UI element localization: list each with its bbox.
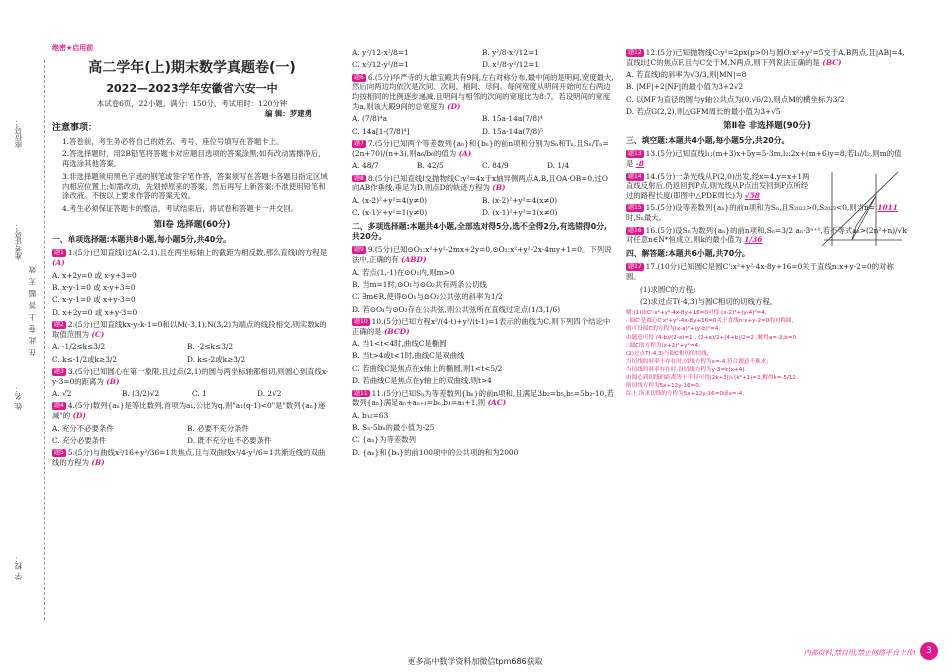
question-number-badge: 题3 [54, 367, 64, 375]
q4-stem: 4.(5分)数列{aₙ}是等比数列,首项为a₁,公比为q,则"a₁(q-1)<0"是"数列{aₙ}递减"的 [52, 401, 326, 421]
q11-opt-b: B. Sₙ-5bₙ的最小值为-25 [352, 423, 435, 432]
seal-text: 在 此 卷 上 答 题 无 效 [28, 265, 37, 357]
question-number-badge: 题11 [354, 389, 368, 397]
q4-opt-a: A. 充分不必要条件 [52, 423, 114, 433]
q5-answer: (B) [91, 457, 105, 467]
footer-note: 更多高中数学资料加微信tpm686获取 [407, 657, 543, 667]
q2-opt-b: B. -2≤k≤3/2 [187, 342, 234, 352]
solution-line: ∴圆C'是圆心C'x²+y²-4x-8y+16=0关于直线n:x+y-2=0的对称圆, [626, 318, 794, 325]
q15-tail: 时,Sₙ最大。 [626, 213, 667, 223]
q16-answer: 1/36 [744, 235, 763, 245]
q2-opt-a: A. -1/2≤k≤3/2 [52, 342, 106, 352]
q7-opt-b: B. 42/5 [417, 161, 444, 171]
question-number-badge: 题14 [628, 172, 642, 180]
q5-opt-c: C. x²/12-y²/8=1 [352, 60, 409, 70]
q5-opt-a: A. y²/12-x²/8=1 [352, 48, 409, 57]
q2-answer: (C) [91, 329, 105, 339]
q2-stem: 2.(5分)已知直线kx-y-k-1=0和以M(-3,1),N(3,2)为端点的线段相交,则实数k的取值范围为 [52, 320, 327, 339]
q12-opt-c: C. 以MF为直径的圆与y轴公共点为(0,√6/2),则点M的横坐标为3/2 [626, 94, 845, 104]
q11-opt-c: C. {aₙ}为等差数列 [352, 435, 417, 445]
q15-stem: 15.(5分)设等差数列{aₙ}的前n项和为Sₙ,且S₂₀₂₂>0,S₂₀₂₃<0,则当n= [645, 203, 875, 213]
q5-opt-d: D. x²/8-y²/12=1 [482, 60, 540, 70]
q6-answer: (D) [447, 102, 461, 112]
solution-line: 由题意可得 (4-b)/(2-a)=1 , (2+a)/2+(4+b)/2=2 ,解得a=-2,b=0. [626, 334, 798, 341]
q7-stem: 7.(5分)已知两个等差数列{aₙ}和{bₙ}的前n项和分别为Sₙ和Tₙ,且Sₙ/Tₙ=(2n+70)/(n+3),则a₆/b₆的值为 [352, 139, 609, 158]
q9-opt-d: D. 若⊙O₁与⊙O₂存在公共弦,则公共弦所在直线过定点(1/3,1/6) [352, 304, 561, 314]
handwritten-solution [626, 309, 908, 398]
question-11 [352, 389, 614, 409]
q8-opt-a: A. (x-2)²+y²=4(y≠0) [352, 195, 428, 205]
q14-answer: √58 [744, 191, 760, 201]
q8-opt-c: C. (x-1)²+y²=1(y≠0) [352, 208, 428, 218]
question-7 [352, 139, 614, 159]
exam-no-label: 准考证号： [14, 222, 23, 260]
solve-title: 四、解答题:本题共6小题,共70分。 [626, 249, 750, 259]
q15-answer: 1011 [877, 203, 898, 213]
q13-answer: -8 [635, 159, 644, 169]
q9-answer: (ABD) [401, 255, 427, 265]
question-number-badge: 题6 [354, 73, 364, 81]
q5-stem: 5.(5分)与曲线x²/16+y²/36=1共焦点,且与双曲线x²/4-y²/6=1共渐近线的双曲线的方程为 [52, 448, 326, 467]
q1-opt-b: B. x-y-1=0 或 x-y+3=0 [52, 282, 136, 292]
q14-stem: 14.(5分)一条光线从P(2,0)出发,经x=4,y=x+1两直线反射后,仍返回到P点,则光线从P点出发回到P点所经过的路程长度(即图中△PDE周长)为 [626, 171, 810, 201]
q1-answer: (A) [52, 258, 65, 268]
q11-opt-d: D. {aₙ}和{bₙ}的前100项中的公共项的和为2000 [352, 447, 519, 457]
q3-answer: (B) [106, 376, 120, 386]
q8-opt-d: D. (x-1)²+y²=1(x≠0) [482, 208, 558, 218]
q9-stem: 9.(5分)已知⊙O₁:x²+y²-2mx+2y=0,⊙O₂:x²+y²-2x-4my+1=0。下列说法中,正确的有 [352, 245, 612, 265]
q8-stem: 8.(5分)已知直线l交抛物线C:y²=4x于x轴异侧两点A,B,且OA·OB=0,过O向AB作垂线,垂足为D,则点D的轨迹方程为 [352, 173, 608, 193]
q17-part2: (2)求过点T(-4,3)与圆C相切的切线方程。 [640, 296, 778, 306]
question-number-badge: 题5 [54, 449, 64, 457]
q7-answer: (A) [458, 148, 472, 158]
fill-title: 三、填空题:本题共4小题,每小题5分,共20分。 [626, 136, 790, 146]
question-4 [52, 401, 332, 421]
solution-line: 则可设圆C的方程为(x-a)²+(y-b)²=4. [626, 326, 721, 333]
part2-title: 第Ⅱ卷 非选择题(90分) [723, 120, 811, 131]
q1-opt-c: C. x-y-1=0 或 x+y-3=0 [52, 295, 136, 305]
q17-part1: (1)求圆C的方程; [640, 284, 696, 294]
solution-line: 当切线的斜率不存在时,切线方程为x=-4,符合题意不难求; [626, 358, 769, 365]
question-number-badge: 题1 [54, 249, 64, 257]
school-label: 学 校： [14, 555, 23, 580]
q4-opt-b: B. 必要不充分条件 [187, 423, 249, 433]
q2-opt-d: D. k≤-2或k≥3/2 [187, 354, 246, 364]
question-10 [352, 317, 614, 337]
q4-opt-c: C. 充分必要条件 [52, 435, 107, 445]
q12-stem: 12.(5分)已知抛物线C:y²=2px(p>0)与圆O:x²+y²=5交于A,B两点,且|AB|=4,直线l过C的焦点F,且与C交于M,N两点,则下列说法正确的是 [626, 48, 905, 67]
question-number-badge: 题2 [54, 321, 64, 329]
column-2 [352, 48, 614, 460]
q6-opt-b: B. 15a-14a(7/8)⁴ [482, 114, 543, 124]
q10-opt-a: A. 当1<t<4时,曲线C是椭圆 [352, 339, 447, 349]
q3-stem: 3.(5分)已知圆心在第一象限,且过点(2,1)的圆与两坐标轴都相切,则圆心到直线x-y-3=0的距离为 [52, 366, 329, 386]
binding-line [44, 60, 45, 620]
question-number-badge: 题9 [354, 246, 364, 254]
q12-opt-a: A. 若直线l的斜率为√3/3,则|MN|=8 [626, 70, 747, 80]
q12-answer: (BC) [822, 57, 842, 67]
question-13 [626, 149, 908, 169]
seat-label: 座位号： [14, 118, 23, 148]
question-17 [626, 262, 908, 282]
question-12 [626, 48, 908, 68]
q9-opt-a: A. 若点(1,-1)在⊙O₁内,则m>0 [352, 267, 455, 277]
q7-opt-c: C. 84/9 [482, 161, 509, 171]
q13-stem: 13.(5分)已知直线l₁:(m+3)x+5y=5-3m,l₂:2x+(m+6)y=8,若l₁//l₂,则m的值是 [626, 149, 902, 169]
solution-line: (2)过点T(-4,3)与圆C相切的切线, [626, 350, 709, 357]
editor: 编 辑：罗建勇 [265, 108, 312, 118]
q12-opt-d: D. 若点G(2,2),则△GFM周长的最小值为3+√5 [626, 107, 781, 117]
solution-line: ∴圆C的方程为(x+2)²+y²=4. [626, 342, 700, 349]
question-9 [352, 245, 614, 265]
notice-item: 4.考生必须保证答题卡的整洁，考试结束后，将试卷和答题卡一并交回。 [62, 204, 299, 214]
solution-line: 当切线的斜率存在时,设切线方程为y-3=k(x+4). [626, 367, 747, 374]
question-number-badge: 题8 [354, 174, 364, 182]
question-8 [352, 174, 614, 194]
q10-answer: (BCD) [383, 326, 410, 336]
q16-stem: 16.(5分)设Sₙ为数列{aₙ}的前n项和,Sₙ=3/2 aₙ-3ⁿ⁺¹,若不等式aₙ>(2n²+n)/√k对任意n∈N*恒成立,则k的最小值为 [626, 225, 907, 245]
exam-info: 本试卷6页，22小题，满分：150分，考试用时：120分钟 [96, 99, 288, 109]
q11-opt-a: A. b₁₂=63 [352, 410, 389, 420]
q10-opt-c: C. 若曲线C是焦点在x轴上的椭圆,则1<t<5/2 [352, 363, 503, 373]
q9-opt-c: C. ∃m∈R,使得⊙O₁与⊙O₂公共弦的斜率为1/2 [352, 292, 503, 302]
question-number-badge: 题7 [354, 140, 364, 148]
q1-opt-d: D. x+2y=0 或 x+y-3=0 [52, 307, 138, 317]
q6-opt-c: C. 14a[1-(7/8)⁴] [352, 126, 410, 136]
solution-line: 解:(1)由C':x²+y²-4x-8y+16=0可得:(x-2)²+(y-4)²=4, [626, 310, 767, 317]
question-number-badge: 题13 [628, 150, 642, 158]
q4-opt-d: D. 既不充分也不必要条件 [187, 435, 272, 445]
q10-opt-d: D. 若曲线C是焦点在y轴上的双曲线,则t>4 [352, 376, 492, 386]
q6-opt-a: A. (7/8)⁴a [352, 114, 388, 124]
q7-opt-d: D. 1/4 [547, 161, 570, 171]
q8-opt-b: B. (x-2)²+y²=4(x≠0) [482, 195, 558, 205]
q3-opt-c: C. 1 [192, 389, 207, 399]
q9-opt-b: B. 当m=1时,⊙O₁与⊙O₂共有两条公切线 [352, 279, 487, 289]
notice-title: 注意事项： [52, 122, 98, 133]
notice-item: 2.答选择题时，用2B铅笔将答题卡对应题目选项的答案涂黑;如有改动需擦净后，再选涂其他答案。 [62, 149, 326, 169]
q6-opt-d: D. 15a-14a(7/8)⁵ [482, 126, 544, 136]
q8-answer: (B) [492, 183, 506, 193]
column-1 [52, 44, 332, 470]
q10-stem: 10.(5分)已知方程x²/(4-t)+y²/(t-1)=1表示的曲线为C,则下列四个结论中正确的是 [352, 316, 611, 336]
solution-line: 则切线方程为5x+12y-16=0. [626, 383, 701, 390]
q3-opt-a: A. √2 [52, 389, 72, 399]
question-3 [52, 367, 332, 387]
q2-opt-c: C. k≤-1/2或k≥3/2 [52, 354, 118, 364]
question-5 [52, 448, 332, 468]
q5-opt-b: B. y²/8-x²/12=1 [482, 48, 539, 57]
question-14 [626, 172, 811, 201]
q7-opt-a: A. 48/7 [352, 161, 379, 171]
question-number-badge: 题15 [628, 204, 642, 212]
part1-title: 第Ⅰ卷 选择题(60分) [153, 219, 231, 230]
question-2 [52, 320, 332, 340]
q3-opt-b: B. (3/2)√2 [122, 389, 160, 399]
notice-item: 1.答卷前，考生务必将自己的姓名、考号、座位号填写在答题卡上。 [62, 136, 284, 146]
q1-opt-a: A. x+2y=0 或 x-y+3=0 [52, 270, 137, 280]
page-number: 3 [920, 642, 938, 660]
q4-answer: (D) [72, 411, 86, 421]
question-number-badge: 题17 [628, 263, 642, 271]
q11-answer: (AC) [487, 398, 507, 408]
multi-choice-title: 二、多项选择题:本题共4小题,全部选对得5分,选不全得2分,有选错得0分,共20分。 [352, 221, 607, 242]
secret-mark: 绝密★启用前 [52, 44, 94, 52]
column-3 [626, 48, 908, 398]
question-number-badge: 题10 [354, 317, 368, 325]
q6-stem: 6.(5分)华严寺的大雄宝殿共有9间,左右对称分布,最中间的是明间,宽度最大,然后向两边均依次是次间、次间、梢间、尽间。每间宽度从明间开始向左右两边均按相同的比例逐步递减,且明间与相邻的次间的宽度比为8:7。若设明间的宽度为a,则该大殿9间的总宽度为 [352, 72, 614, 112]
solution-line: 由圆心到切线的距离等于半径可得|2k+3|/√(k²+1)=2,解得k=-5/12. [626, 375, 798, 382]
page-title: 高二学年(上)期末数学真题卷(一) [88, 60, 296, 77]
question-1 [52, 248, 332, 268]
solution-line: 综上,所求切线的方程为5x+12y-16=0或x=-4. [626, 391, 744, 398]
q11-stem: 11.(5分)已知Sₙ为等差数列{bₙ}的前n项和,且满足3b₂=b₅,b₅=5b₂-10,若数列{aₙ}满足aₙ+aₙ₊₁=bₙ,b₁=a₁+1,则 [352, 388, 614, 408]
q1-stem: 1.(5分)已知直线l过A(-2,1),且在两坐标轴上的截距为相反数,那么直线l的方程是 [67, 248, 328, 258]
name-label: 姓 名： [14, 385, 23, 410]
page-subtitle: 2022—2023学年安徽省六安一中 [106, 81, 278, 95]
question-number-badge: 题4 [54, 402, 64, 410]
q10-opt-b: B. 当t>4或t<1时,曲线C是双曲线 [352, 351, 465, 361]
question-number-badge: 题16 [628, 226, 642, 234]
reflection-figure [818, 170, 904, 248]
q12-opt-b: B. |MF|+2|NF|的最小值为3+2√2 [626, 82, 744, 92]
q3-opt-d: D. 2√2 [257, 389, 282, 399]
q17-stem: 17.(10分)已知圆C是圆C':x²+y²-4x-8y+16=0关于直线n:x+y-2=0的对称圆。 [626, 262, 894, 282]
question-6 [352, 73, 614, 112]
question-number-badge: 题12 [628, 49, 642, 56]
slogan: 内部资料,禁自用,禁止网络平台上传! [803, 648, 916, 657]
notice-item: 3.非选择题须用黑色字迹的钢笔或签字笔作答，答案须写在答题卡各题目指定区域内相应位置上;如需改动，先划掉原来的答案，然后再写上新答案;不准使用铅笔和涂改液。不按以上要求作答的答案无效。 [62, 171, 328, 201]
single-choice-title: 一、单项选择题:本题共8小题,每小题5分,共40分。 [52, 235, 231, 245]
